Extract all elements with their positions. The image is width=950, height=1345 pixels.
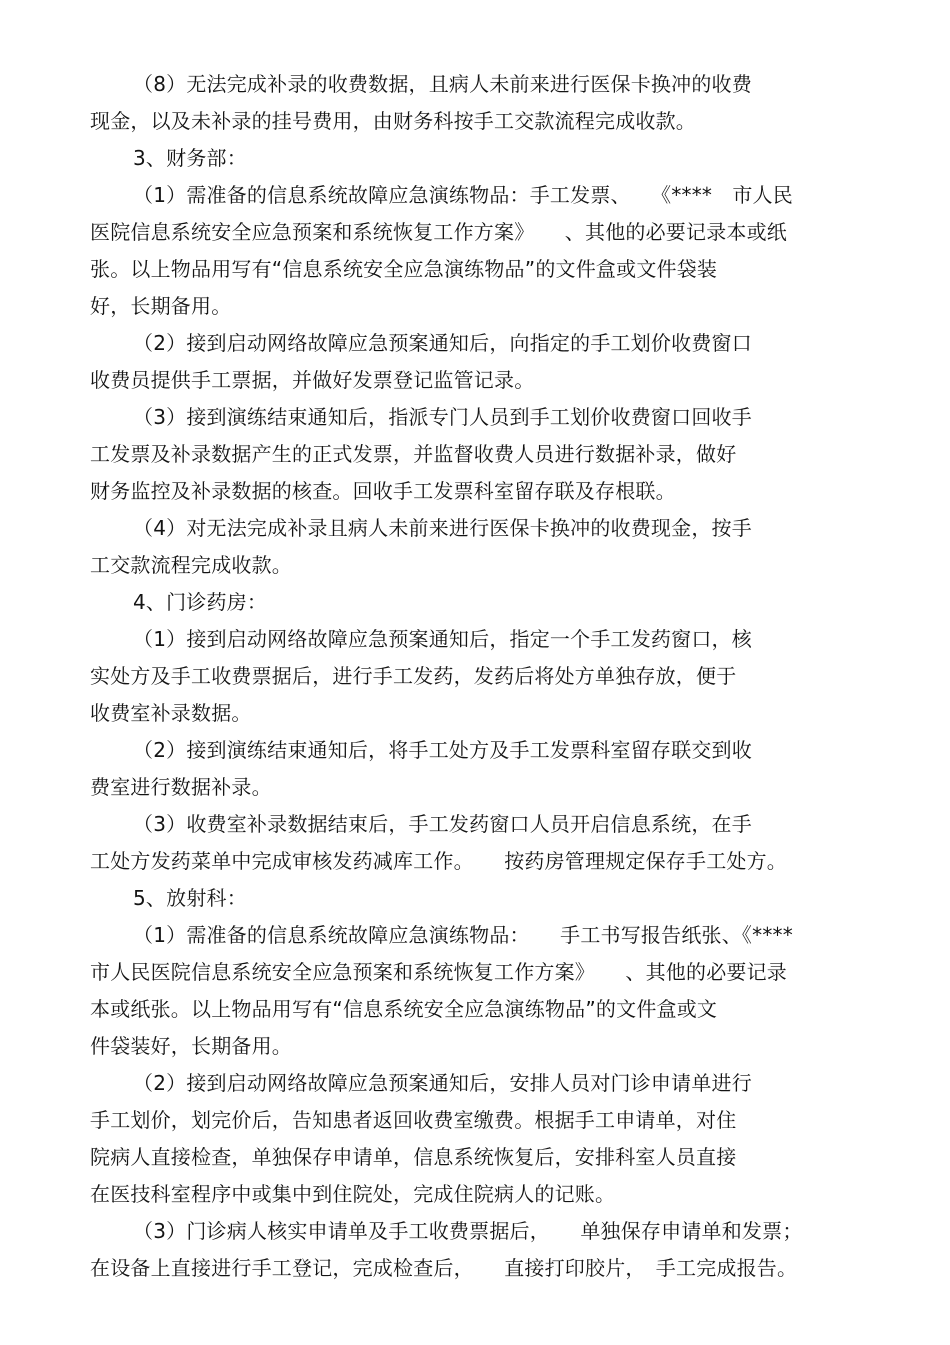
paragraph-line: 本或纸张。以上物品用写有“信息系统安全应急演练物品”的文件盒或文 xyxy=(90,997,718,1021)
paragraph-line: 好，长期备用。 xyxy=(90,294,232,318)
paragraph-line: 实处方及手工收费票据后，进行手工发药，发药后将处方单独存放，便于 xyxy=(90,664,737,688)
paragraph-line: 医院信息系统安全应急预案和系统恢复工作方案》 、其他的必要记录本或纸 xyxy=(90,220,787,244)
paragraph-line: 件袋装好，长期备用。 xyxy=(90,1034,292,1058)
paragraph-line: 手工划价，划完价后，告知患者返回收费室缴费。根据手工申请单，对住 xyxy=(90,1108,737,1132)
paragraph-line: 市人民医院信息系统安全应急预案和系统恢复工作方案》 、其他的必要记录 xyxy=(90,960,787,984)
paragraph-line: 财务监控及补录数据的核查。回收手工发票科室留存联及存根联。 xyxy=(90,479,676,503)
paragraph-line: （2）接到启动网络故障应急预案通知后，安排人员对门诊申请单进行 xyxy=(133,1071,752,1095)
paragraph-line: 工交款流程完成收款。 xyxy=(90,553,292,577)
paragraph-line: 院病人直接检查，单独保存申请单，信息系统恢复后，安排科室人员直接 xyxy=(90,1145,737,1169)
paragraph-line: （3）门诊病人核实申请单及手工收费票据后， 单独保存申请单和发票； xyxy=(133,1219,803,1243)
paragraph-line: 收费员提供手工票据，并做好发票登记监管记录。 xyxy=(90,368,535,392)
paragraph-line: （3）接到演练结束通知后，指派专门人员到手工划价收费窗口回收手 xyxy=(133,405,752,429)
paragraph-line: 在医技科室程序中或集中到住院处，完成住院病人的记账。 xyxy=(90,1182,616,1206)
paragraph-line: 费室进行数据补录。 xyxy=(90,775,272,799)
paragraph-line: 收费室补录数据。 xyxy=(90,701,252,725)
paragraph-line: 工处方发药菜单中完成审核发药减库工作。 按药房管理规定保存手工处方。 xyxy=(90,849,787,873)
paragraph-line: （1）接到启动网络故障应急预案通知后，指定一个手工发药窗口，核 xyxy=(133,627,752,651)
paragraph-line: （2）接到启动网络故障应急预案通知后，向指定的手工划价收费窗口 xyxy=(133,331,752,355)
paragraph-line: （1）需准备的信息系统故障应急演练物品： 手工书写报告纸张、《**** xyxy=(133,923,793,947)
paragraph-line: （2）接到演练结束通知后，将手工处方及手工发票科室留存联交到收 xyxy=(133,738,752,762)
paragraph-line: （8）无法完成补录的收费数据，且病人未前来进行医保卡换冲的收费 xyxy=(133,72,752,96)
paragraph-line: （3）收费室补录数据结束后，手工发药窗口人员开启信息系统，在手 xyxy=(133,812,752,836)
paragraph-line: 现金，以及未补录的挂号费用，由财务科按手工交款流程完成收款。 xyxy=(90,109,696,133)
section-heading-pharmacy: 4、门诊药房： xyxy=(133,590,268,614)
paragraph-line: （1）需准备的信息系统故障应急演练物品：手工发票、 《**** 市人民 xyxy=(133,183,793,207)
section-heading-finance: 3、财务部： xyxy=(133,146,247,170)
section-heading-radiology: 5、放射科： xyxy=(133,886,247,910)
paragraph-line: （4）对无法完成补录且病人未前来进行医保卡换冲的收费现金，按手 xyxy=(133,516,752,540)
paragraph-line: 张。以上物品用写有“信息系统安全应急演练物品”的文件盒或文件袋装 xyxy=(90,257,718,281)
paragraph-line: 工发票及补录数据产生的正式发票，并监督收费人员进行数据补录，做好 xyxy=(90,442,737,466)
paragraph-line: 在设备上直接进行手工登记，完成检查后， 直接打印胶片， 手工完成报告。 xyxy=(90,1256,798,1280)
